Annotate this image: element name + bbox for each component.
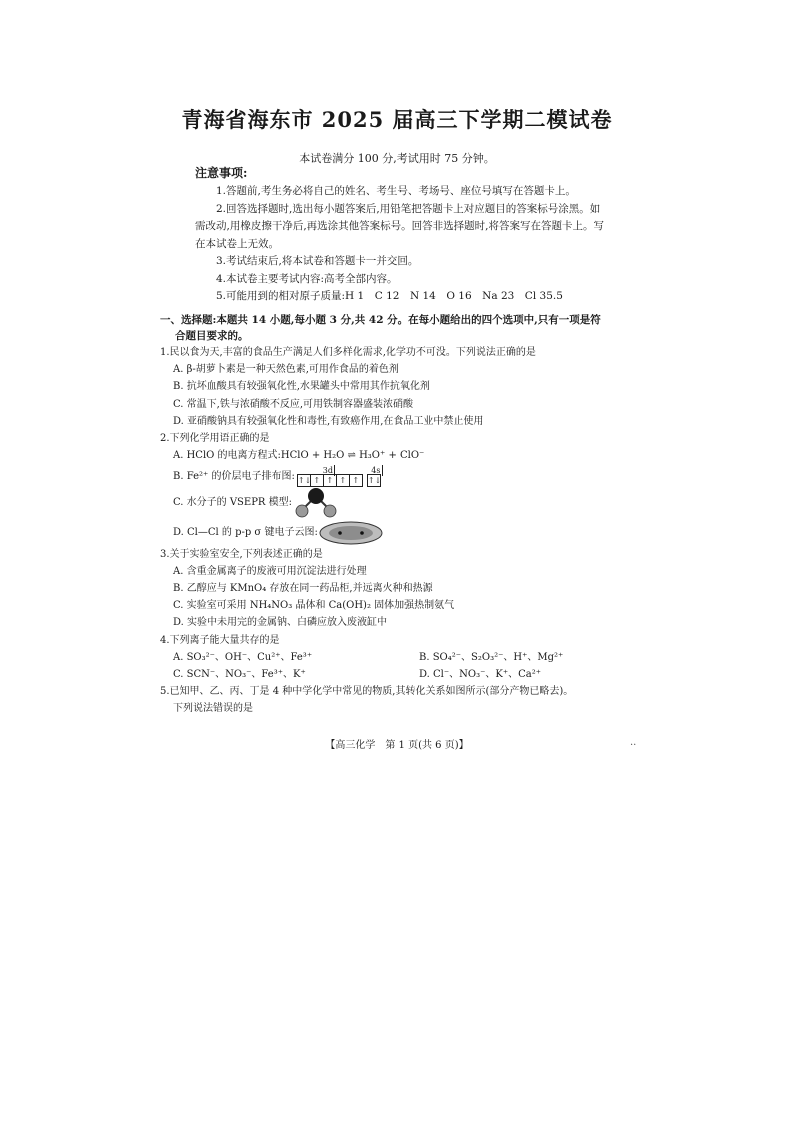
footer-mark: ..	[630, 737, 637, 748]
notice-item: 5.可能用到的相对原子质量:H 1 C 12 N 14 O 16 Na 23 Cl 35.5	[216, 290, 563, 302]
question-1-option-d: D. 亚硝酸钠具有较强氧化性和毒性,有致癌作用,在食品工业中禁止使用	[173, 415, 484, 427]
question-3-option-d: D. 实验中未用完的金属钠、白磷应放入废液缸中	[173, 617, 388, 629]
question-1-stem: 1.民以食为天,丰富的食品生产满足人们多样化需求,化学功不可没。下列说法正确的是	[160, 347, 536, 358]
sigma-bond-cloud-icon	[318, 520, 384, 546]
question-4-options	[173, 649, 640, 683]
question-4-option-b: B. SO₄²⁻、S₂O₃²⁻、H⁺、Mg²⁺	[419, 651, 564, 663]
question-list	[160, 344, 640, 718]
question-1-option-b: B. 抗坏血酸具有较强氧化性,水果罐头中常用其作抗氧化剂	[173, 381, 430, 393]
page-footer: 【高三化学 第 1 页(共 6 页)】	[325, 740, 469, 751]
water-vsepr-model-icon	[292, 486, 342, 520]
notice-item: 3.考试结束后,将本试卷和答题卡一并交回。	[216, 255, 419, 267]
option-b-label: B. Fe²⁺ 的价层电子排布图:	[173, 471, 295, 483]
question-1-option-c: C. 常温下,铁与浓硝酸不反应,可用铁制容器盛装浓硝酸	[173, 398, 414, 410]
orbital-box: ↑↓	[367, 475, 382, 485]
orbital-3d-boxes	[297, 465, 363, 487]
question-2-option-c	[173, 486, 640, 520]
orbital-4s-box	[367, 465, 382, 487]
notice-list	[195, 183, 605, 306]
question-4-option-a: A. SO₃²⁻、OH⁻、Cu²⁺、Fe³⁺	[173, 651, 313, 663]
notice-item: 1.答题前,考生务必将自己的姓名、考生号、考场号、座位号填写在答题卡上。	[216, 185, 576, 197]
section-line: 一、选择题:本题共 14 小题,每小题 3 分,共 42 分。在每小题给出的四个选项中,只有一项是符	[160, 314, 601, 326]
question-4-option-d: D. Cl⁻、NO₃⁻、K⁺、Ca²⁺	[419, 669, 542, 681]
question-5-stem: 5.已知甲、乙、丙、丁是 4 种中学化学中常见的物质,其转化关系如图所示(部分产物已略去)。	[160, 686, 574, 698]
question-4-stem: 4.下列离子能大量共存的是	[160, 634, 280, 646]
option-c-label: C. 水分子的 VSEPR 模型:	[173, 497, 293, 509]
section-heading	[160, 312, 620, 344]
question-3-option-a: A. 含重金属离子的废液可用沉淀法进行处理	[173, 565, 367, 577]
question-3-option-b: B. 乙醇应与 KMnO₄ 存放在同一药品柜,并远离火种和热源	[173, 583, 433, 595]
option-d-label: D. Cl—Cl 的 p-p σ 键电子云图:	[173, 527, 318, 539]
question-3-stem: 3.关于实验室安全,下列表述正确的是	[160, 548, 323, 560]
notice-heading: 注意事项:	[195, 166, 248, 180]
question-2-option-b	[173, 465, 640, 485]
question-2-option-d	[173, 520, 640, 546]
orbital-box: ↑	[352, 475, 360, 485]
section-line: 合题目要求的。	[175, 330, 249, 342]
orbital-box: ↑	[324, 475, 337, 486]
exam-title: 青海省海东市 2025 届高三下学期二模试卷	[181, 107, 613, 132]
question-3-option-c: C. 实验室可采用 NH₄NO₃ 晶体和 Ca(OH)₂ 固体加强热制氨气	[173, 600, 455, 612]
orbital-box: ↑	[337, 475, 350, 486]
notice-item: 4.本试卷主要考试内容:高考全部内容。	[216, 272, 398, 285]
exam-subtitle: 本试卷满分 100 分,考试用时 75 分钟。	[299, 152, 495, 165]
question-1-option-a: A. β-胡萝卜素是一种天然色素,可用作食品的着色剂	[173, 364, 399, 376]
question-5-stem-continued: 下列说法错误的是	[173, 703, 253, 715]
question-2-stem: 2.下列化学用语正确的是	[160, 433, 270, 445]
question-2-option-a: A. HClO 的电离方程式:HClO + H₂O ⇌ H₃O⁺ + ClO⁻	[173, 450, 425, 462]
notice-item: 2.回答选择题时,选出每小题答案后,用铅笔把答题卡上对应题目的答案标号涂黑。如需改动,用橡皮擦干净后,再选涂其他答案标号。回答非选择题时,将答案写在答题卡上。写在本试卷上无效。	[195, 202, 605, 250]
question-4-option-c: C. SCN⁻、NO₃⁻、Fe³⁺、K⁺	[173, 669, 306, 681]
orbital-box: ↑	[311, 475, 324, 486]
orbital-3d-label: 3d	[322, 465, 333, 475]
orbital-4s-label: 4s	[370, 465, 383, 476]
orbital-box: ↑↓	[297, 475, 312, 485]
